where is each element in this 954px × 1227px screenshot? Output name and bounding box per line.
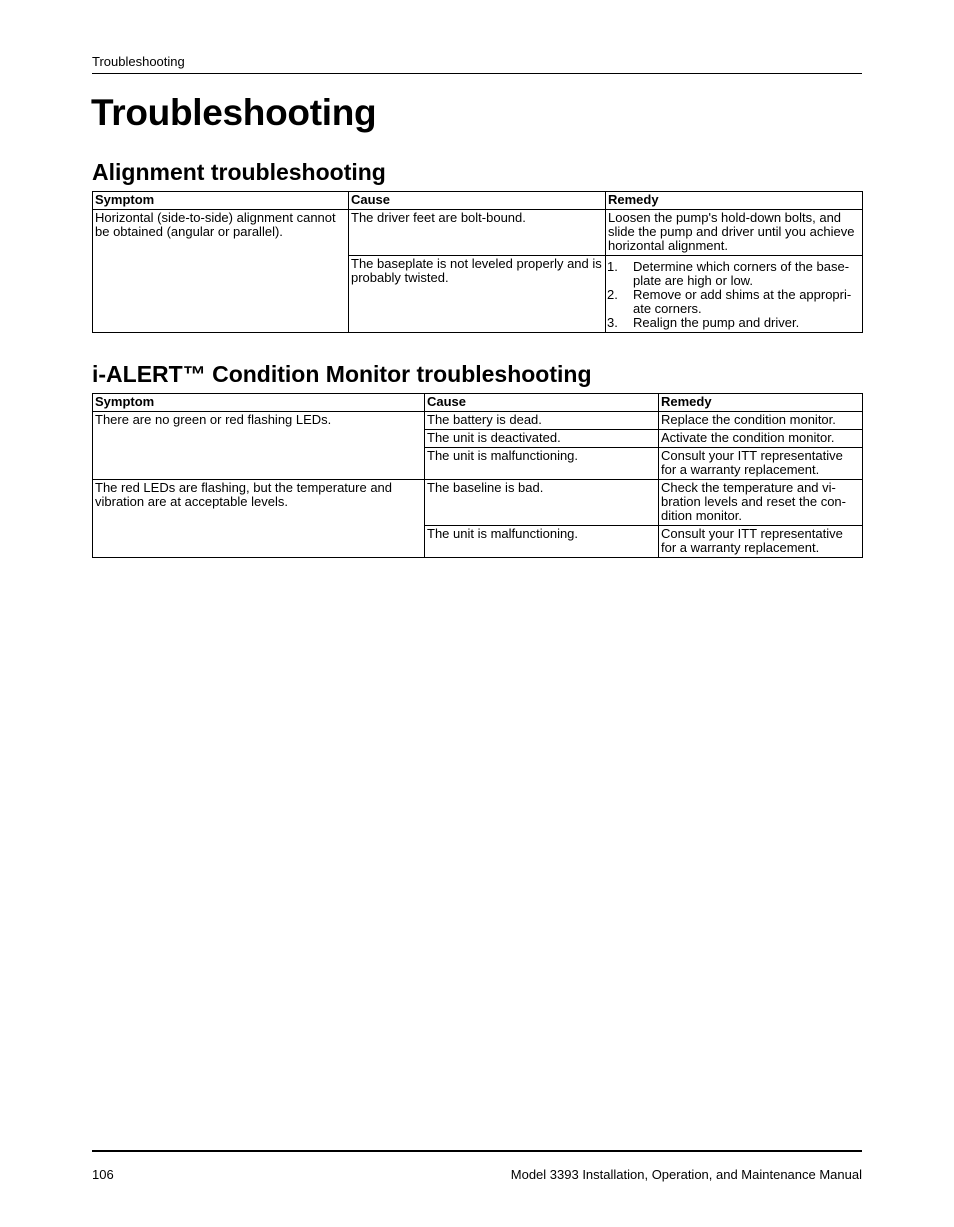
list-item [607, 288, 860, 316]
step-number: 2. [607, 287, 618, 302]
cause-cell: The unit is malfunctioning. [425, 448, 659, 480]
table-row [93, 210, 863, 256]
column-header-symptom: Symptom [93, 394, 425, 412]
page-title: Troubleshooting [91, 92, 377, 133]
symptom-cell: Horizontal (side-to-side) alignment cannot be obtained (angular or parallel). [93, 210, 349, 333]
remedy-cell: Activate the condition monitor. [659, 430, 863, 448]
remedy-steps-list [607, 260, 860, 330]
alignment-table [92, 191, 863, 333]
alignment-section-title: Alignment troubleshooting [92, 159, 386, 185]
remedy-cell: Consult your ITT representative for a warranty replacement. [659, 448, 863, 480]
cause-cell: The unit is deactivated. [425, 430, 659, 448]
cause-cell: The driver feet are bolt-bound. [349, 210, 606, 256]
symptom-cell: There are no green or red flashing LEDs. [93, 412, 425, 480]
running-header: Troubleshooting [92, 54, 862, 74]
symptom-cell: The red LEDs are flashing, but the temperature and vibration are at acceptable levels. [93, 480, 425, 558]
step-text: Realign the pump and driver. [633, 315, 800, 330]
column-header-remedy: Remedy [659, 394, 863, 412]
remedy-cell: Check the temperature and vi-bration levels and reset the con-dition monitor. [659, 480, 863, 526]
remedy-cell: Replace the condition monitor. [659, 412, 863, 430]
page-footer [92, 1150, 862, 1182]
ialert-table [92, 393, 863, 558]
table-header-row [93, 394, 863, 412]
column-header-remedy: Remedy [606, 192, 863, 210]
manual-title: Model 3393 Installation, Operation, and Maintenance Manual [510, 1167, 862, 1182]
column-header-cause: Cause [349, 192, 606, 210]
ialert-section-title: i-ALERT™ Condition Monitor troubleshooting [92, 361, 592, 387]
table-row [93, 480, 863, 526]
cause-cell: The baseline is bad. [425, 480, 659, 526]
remedy-cell: Loosen the pump's hold-down bolts, and slide the pump and driver until you achieve horizontal alignment. [606, 210, 863, 256]
table-header-row [93, 192, 863, 210]
cause-cell: The unit is malfunctioning. [425, 526, 659, 558]
column-header-symptom: Symptom [93, 192, 349, 210]
step-number: 3. [607, 315, 618, 330]
list-item [607, 316, 860, 330]
cause-cell: The battery is dead. [425, 412, 659, 430]
page-number: 106 [92, 1167, 114, 1182]
step-number: 1. [607, 259, 618, 274]
remedy-cell [606, 256, 863, 333]
table-row [93, 412, 863, 430]
step-text: Remove or add shims at the appropri-ate corners. [633, 287, 852, 316]
list-item [607, 260, 860, 288]
column-header-cause: Cause [425, 394, 659, 412]
remedy-cell: Consult your ITT representative for a warranty replacement. [659, 526, 863, 558]
cause-cell: The baseplate is not leveled properly and is probably twisted. [349, 256, 606, 333]
step-text: Determine which corners of the base-plate are high or low. [633, 259, 850, 288]
